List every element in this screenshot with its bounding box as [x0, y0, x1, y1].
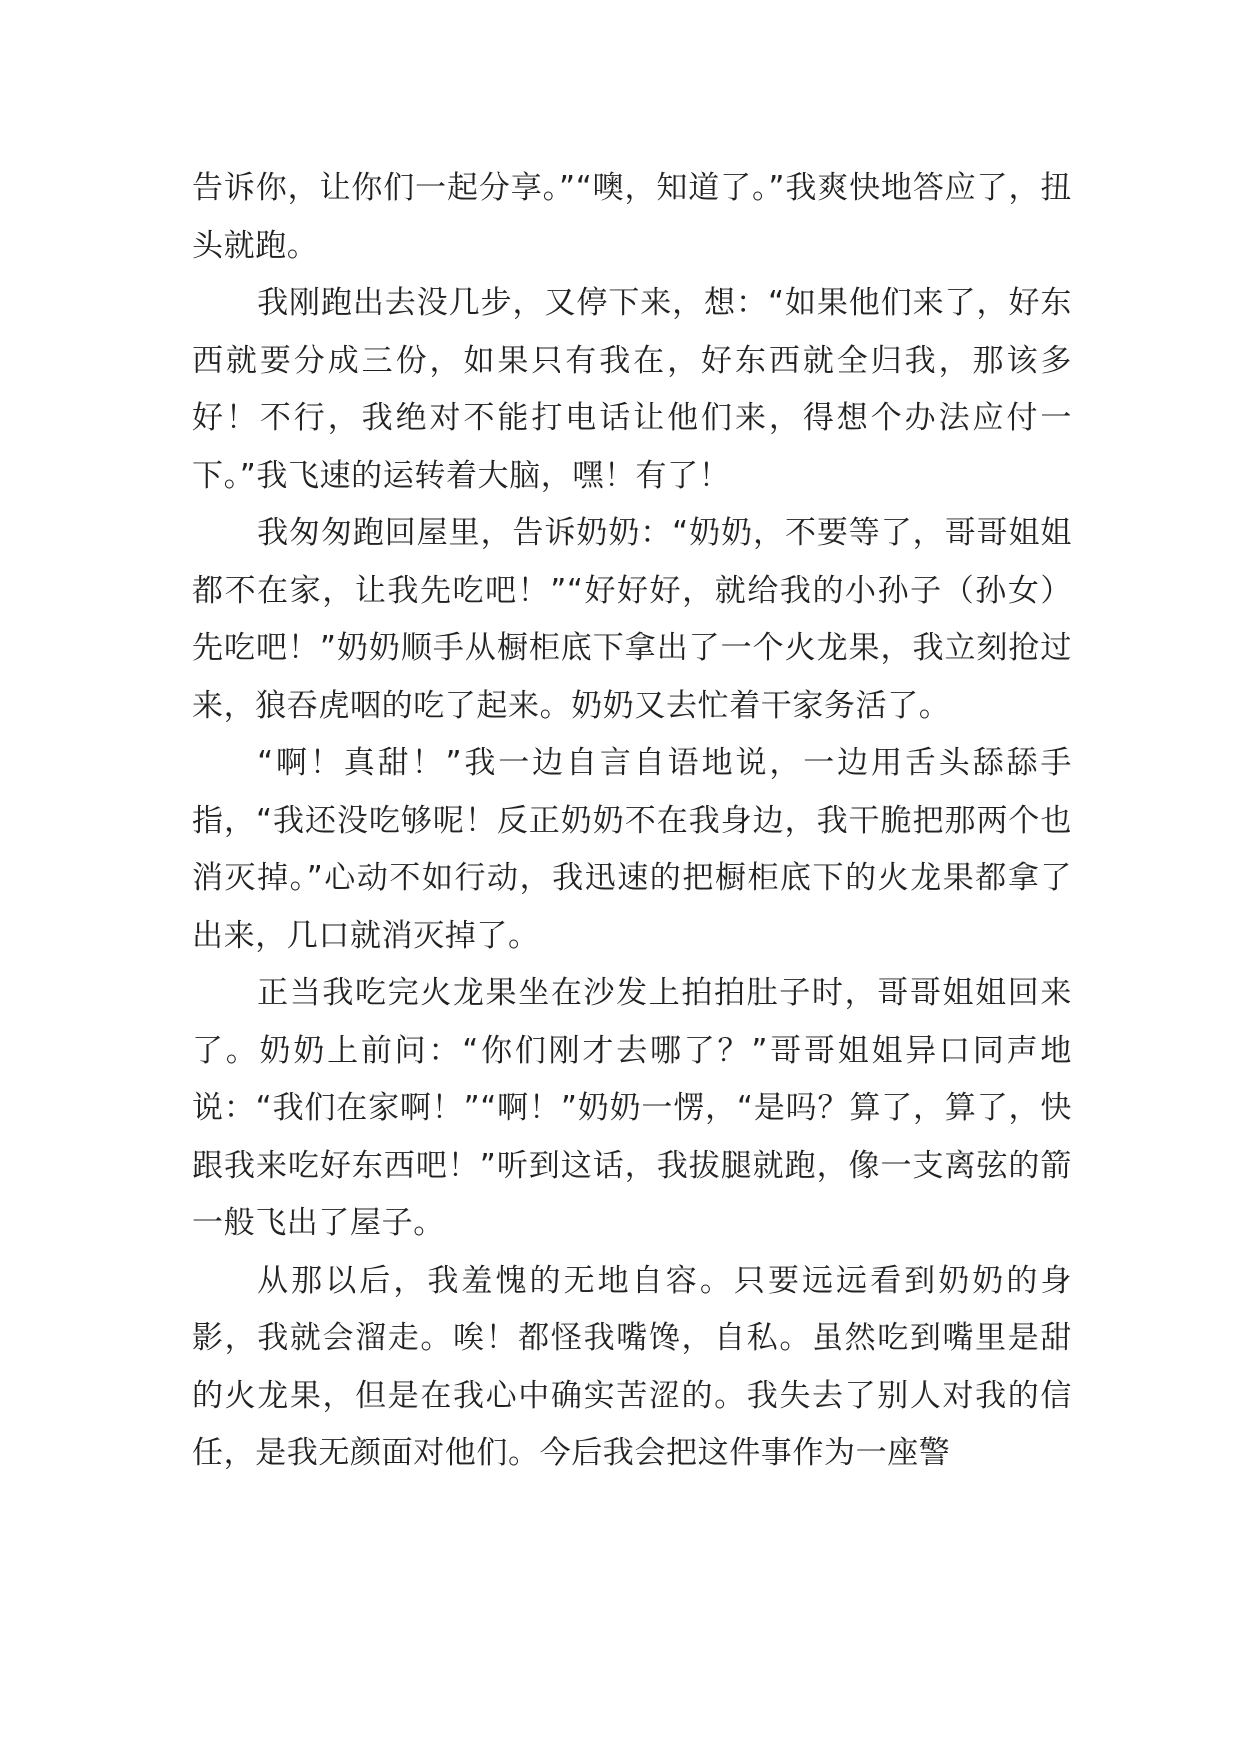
- paragraph-5: 正当我吃完火龙果坐在沙发上拍拍肚子时，哥哥姐姐回来了。奶奶上前问：“你们刚才去哪了？”哥哥姐姐异口同声地说：“我们在家啊！”“啊！”奶奶一愣，“是吗？算了，算了，快跟我来吃好东西吧！”听到这话，我拔腿就跑，像一支离弦的箭一般飞出了屋子。: [192, 975, 1072, 1241]
- paragraph-4: “啊！真甜！”我一边自言自语地说，一边用舌头舔舔手指，“我还没吃够呢！反正奶奶不在我身边，我干脆把那两个也消灭掉。”心动不如行动，我迅速的把橱柜底下的火龙果都拿了出来，几口就消灭掉了。: [192, 745, 1072, 954]
- paragraph-6: 从那以后，我羞愧的无地自容。只要远远看到奶奶的身影，我就会溜走。唉！都怪我嘴馋，自私。虽然吃到嘴里是甜的火龙果，但是在我心中确实苦涩的。我失去了别人对我的信任，是我无颜面对他们。今后我会把这件事作为一座警: [192, 1262, 1072, 1471]
- paragraph-3: 我匆匆跑回屋里，告诉奶奶：“奶奶，不要等了，哥哥姐姐都不在家，让我先吃吧！”“好好好，就给我的小孙子（孙女）先吃吧！”奶奶顺手从橱柜底下拿出了一个火龙果，我立刻抢过来，狼吞虎咽的吃了起来。奶奶又去忙着干家务活了。: [192, 515, 1072, 724]
- paragraph-1: 告诉你，让你们一起分享。”“噢，知道了。”我爽快地答应了，扭头就跑。: [192, 170, 1072, 264]
- article-body: [192, 160, 1072, 1483]
- paragraph-2: 我刚跑出去没几步，又停下来，想：“如果他们来了，好东西就要分成三份，如果只有我在，好东西就全归我，那该多好！不行，我绝对不能打电话让他们来，得想个办法应付一下。”我飞速的运转着大脑，嘿！有了！: [192, 285, 1072, 494]
